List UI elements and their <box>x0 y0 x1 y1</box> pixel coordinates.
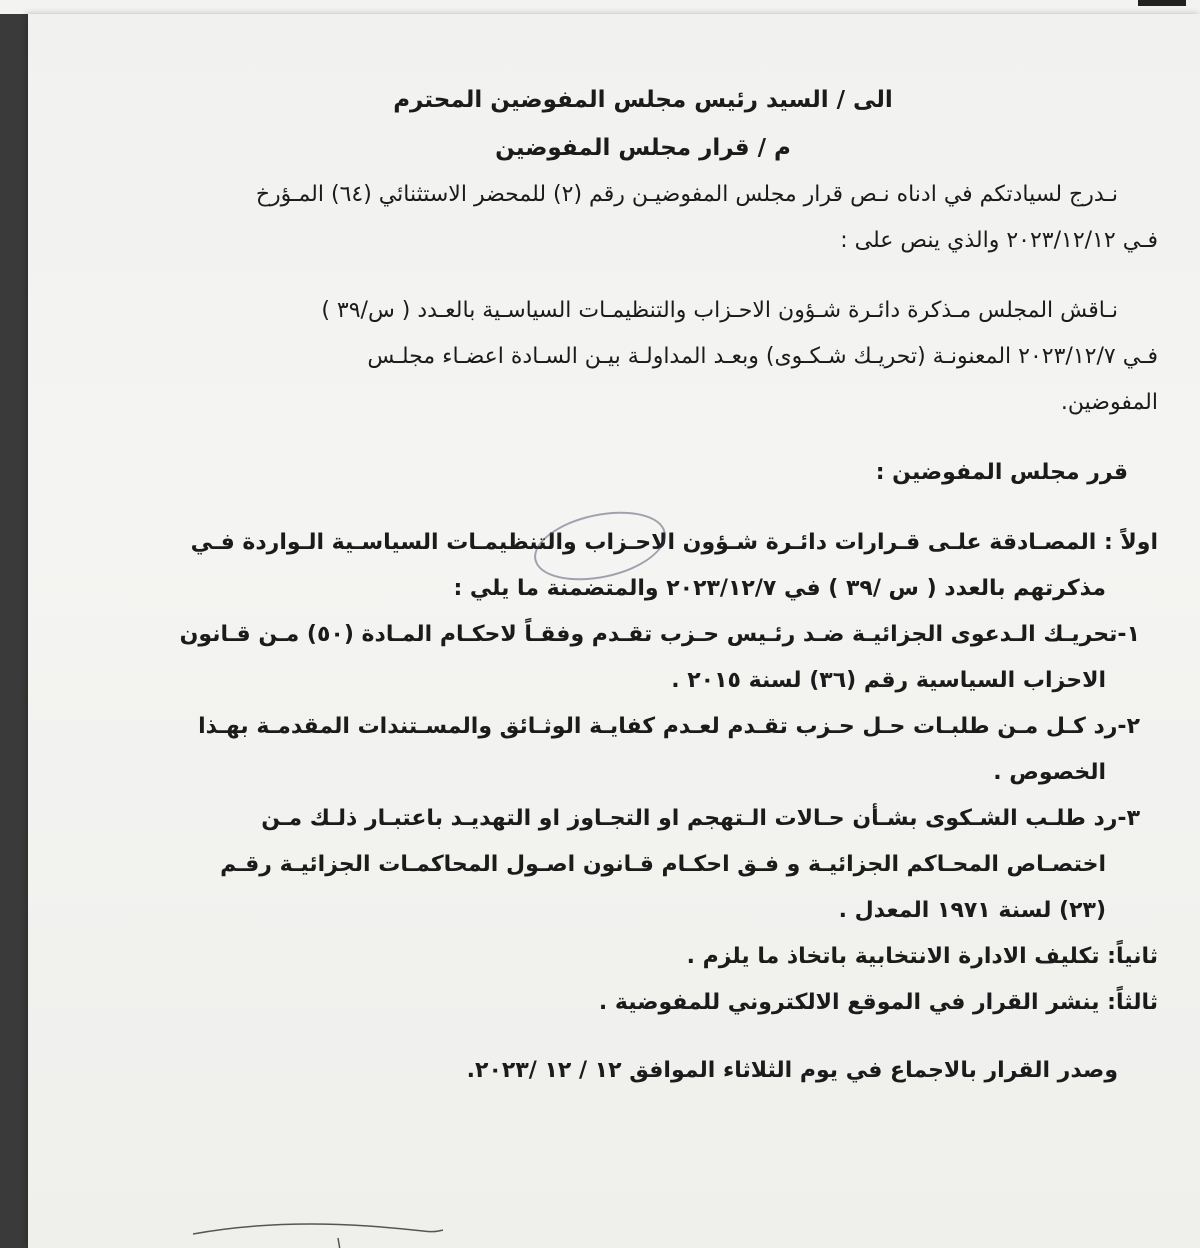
document-body <box>88 76 1158 1116</box>
first-clause-line-1: اولاً : المصـادقة علـى قـرارات دائـرة شـؤون الاحـزاب والتنظيمـات السياسـية الـواردة فـي <box>190 530 1158 555</box>
item-1-line-2: الاحزاب السياسية رقم (٣٦) لسنة ٢٠١٥ . <box>671 668 1106 693</box>
spacer <box>88 264 1158 288</box>
top-edge-mark <box>1138 0 1186 6</box>
item-3-line-2: اختصـاص المحـاكم الجزائيـة و فـق احكـام قـانون اصـول المحاكمـات الجزائيـة رقـم <box>220 852 1106 877</box>
decision-title: قرر مجلس المفوضين : <box>875 460 1128 485</box>
discussion-line-3: المفوضين. <box>1060 390 1158 415</box>
first-clause-line-2: مذكرتهم بالعدد ( س /٣٩ ) في ٢٠٢٣/١٢/٧ والمتضمنة ما يلي : <box>453 576 1106 601</box>
spacer <box>88 496 1158 520</box>
item-1-line-1: ١-تحريـك الـدعوى الجزائيـة ضـد رئـيس حـزب تقـدم وفقـاً لاحكـام المـادة (٥٠) مـن قـانون <box>179 622 1140 647</box>
discussion-line-2: فـي ٢٠٢٣/١٢/٧ المعنونـة (تحريـك شـكـوى) وبعـد المداولـة بيـن السـادة اعضـاء مجلـس <box>367 344 1158 369</box>
document-page <box>28 14 1200 1248</box>
third-clause: ثالثاً: ينشر القرار في الموقع الالكتروني للمفوضية . <box>598 990 1158 1015</box>
item-2-line-1: ٢-رد كـل مـن طلبـات حـل حـزب تقـدم لعـدم كفايـة الوثـائق والمسـتندات المقدمـة بهـذا <box>198 714 1140 739</box>
subject-line: م / قرار مجلس المفوضين <box>495 135 791 161</box>
top-edge <box>0 0 1200 14</box>
intro-line-2: فـي ٢٠٢٣/١٢/١٢ والذي ينص على : <box>840 228 1158 253</box>
signature-stroke <box>188 1204 448 1248</box>
discussion-line-1: نـاقش المجلس مـذكرة دائـرة شـؤون الاحـزاب والتنظيمـات السياسـية بالعـدد ( س/٣٩ ) <box>321 298 1118 323</box>
spacer <box>88 426 1158 450</box>
second-clause: ثانياً: تكليف الادارة الانتخابية باتخاذ ما يلزم . <box>686 944 1158 969</box>
closing-statement: وصدر القرار بالاجماع في يوم الثلاثاء الموافق ١٢ / ١٢ /٢٠٢٣. <box>466 1058 1118 1083</box>
item-3-line-1: ٣-رد طلـب الشـكوى بشـأن حـالات الـتهجم او التجـاوز او التهديـد باعتبـار ذلـك مـن <box>261 806 1140 831</box>
intro-line-1: نـدرج لسيادتكم في ادناه نـص قرار مجلس المفوضيـن رقم (٢) للمحضر الاستثنائي (٦٤) المـؤرخ <box>255 182 1118 207</box>
addressee-line: الى / السيد رئيس مجلس المفوضين المحترم <box>393 87 893 113</box>
item-2-line-2: الخصوص . <box>993 760 1106 785</box>
item-3-line-3: (٢٣) لسنة ١٩٧١ المعدل . <box>838 898 1106 923</box>
